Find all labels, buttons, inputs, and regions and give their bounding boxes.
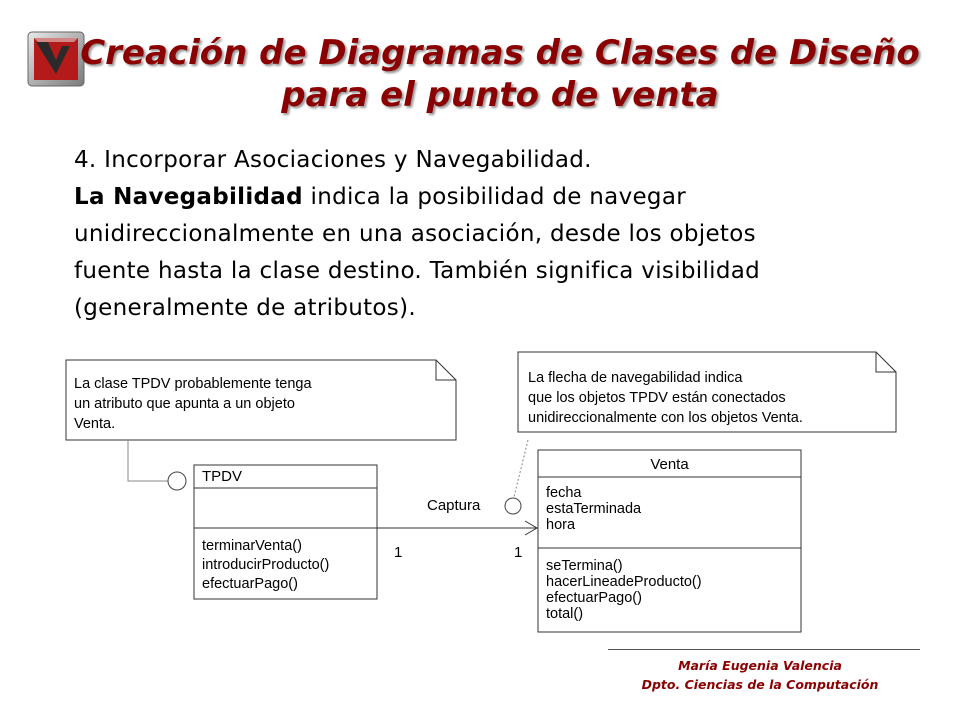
title-line-1: Creación de Diagramas de Clases de Diseño [80,33,920,73]
note-right-line-3: unidireccionalmente con los objetos Venta. [528,410,803,426]
class-tpdv-method: terminarVenta() [202,538,302,554]
title-line-2: para el punto de venta [281,75,719,115]
note-left-line-2: un atributo que apunta a un objeto [74,396,295,412]
class-venta-methods [546,558,702,622]
tpdv-attribute-marker [168,472,186,490]
class-venta-attribute: estaTerminada [546,501,642,517]
note-right-connector [514,440,528,497]
class-venta-method: hacerLineadeProducto() [546,574,702,590]
class-venta-attribute: fecha [546,485,582,501]
body-line-4: fuente hasta la clase destino. También significa visibilidad [74,258,761,284]
body-step: 4. Incorporar Asociaciones y Navegabilidad. [74,147,592,173]
multiplicity-left: 1 [394,544,403,561]
class-tpdv-method: introducirProducto() [202,557,330,573]
class-tpdv-methods [202,537,329,594]
class-venta-method: total() [546,606,584,622]
body-line-3: unidireccionalmente en una asociación, desde los objetos [74,221,756,247]
note-left-text [74,374,312,434]
note-right-text [528,368,803,428]
footer [600,656,920,694]
note-right-line-1: La flecha de navegabilidad indica [528,370,743,386]
footer-divider [608,649,920,650]
class-venta-attribute: hora [546,517,576,533]
class-venta-method: efectuarPago() [546,590,642,606]
note-left-line-1: La clase TPDV probablemente tenga [74,376,312,392]
body-line-5: (generalmente de atributos). [74,295,416,321]
footer-department: Dpto. Ciencias de la Computación [641,677,879,692]
note-left-connector [128,440,168,481]
note-right-line-2: que los objetos TPDV están conectados [528,390,786,406]
note-left-line-3: Venta. [74,416,116,432]
class-venta-attributes [546,485,641,533]
class-tpdv-name: TPDV [202,468,243,485]
class-venta-method: seTermina() [546,558,623,574]
body-line-2-rest: indica la posibilidad de navegar [302,184,686,210]
association-marker [505,498,521,514]
multiplicity-right: 1 [514,544,523,561]
class-venta-name: Venta [650,456,689,473]
class-tpdv-method: efectuarPago() [202,576,298,592]
association-name: Captura [427,497,481,514]
body-term: La Navegabilidad [74,184,303,210]
footer-author: María Eugenia Valencia [678,658,842,673]
